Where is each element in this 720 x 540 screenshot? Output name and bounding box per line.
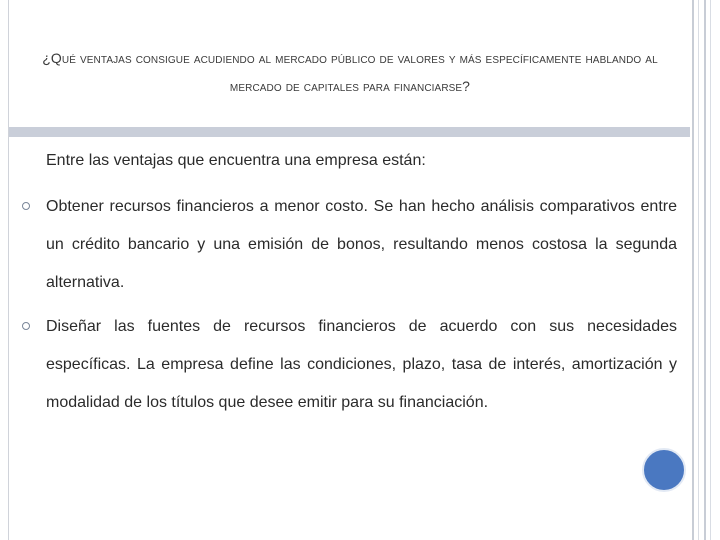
decorative-circle	[642, 448, 686, 492]
list-item	[22, 188, 677, 302]
intro-text: Entre las ventajas que encuentra una empresa están:	[46, 152, 426, 169]
bullet-list	[22, 188, 677, 428]
bullet-text: Obtener recursos financieros a menor costo. Se han hecho análisis comparativos entre un crédito bancario y una emisión de bonos, resultando menos costosa la segunda alternativa.	[46, 198, 677, 291]
bullet-circle-icon	[22, 202, 30, 210]
right-decorative-rail	[690, 0, 712, 540]
slide-title: ¿Qué ventajas consigue acudiendo al mercado público de valores y más específicamente hablando al mercado de capitales para financiarse?	[42, 50, 658, 94]
bullet-text: Diseñar las fuentes de recursos financieros de acuerdo con sus necesidades específicas. La empresa define las condiciones, plazo, tasa de interés, amortización y modalidad de los títulos que desee emitir para su financiación.	[46, 318, 677, 411]
list-item	[22, 308, 677, 422]
title-band-shadow	[9, 127, 690, 137]
bullet-circle-icon	[22, 322, 30, 330]
